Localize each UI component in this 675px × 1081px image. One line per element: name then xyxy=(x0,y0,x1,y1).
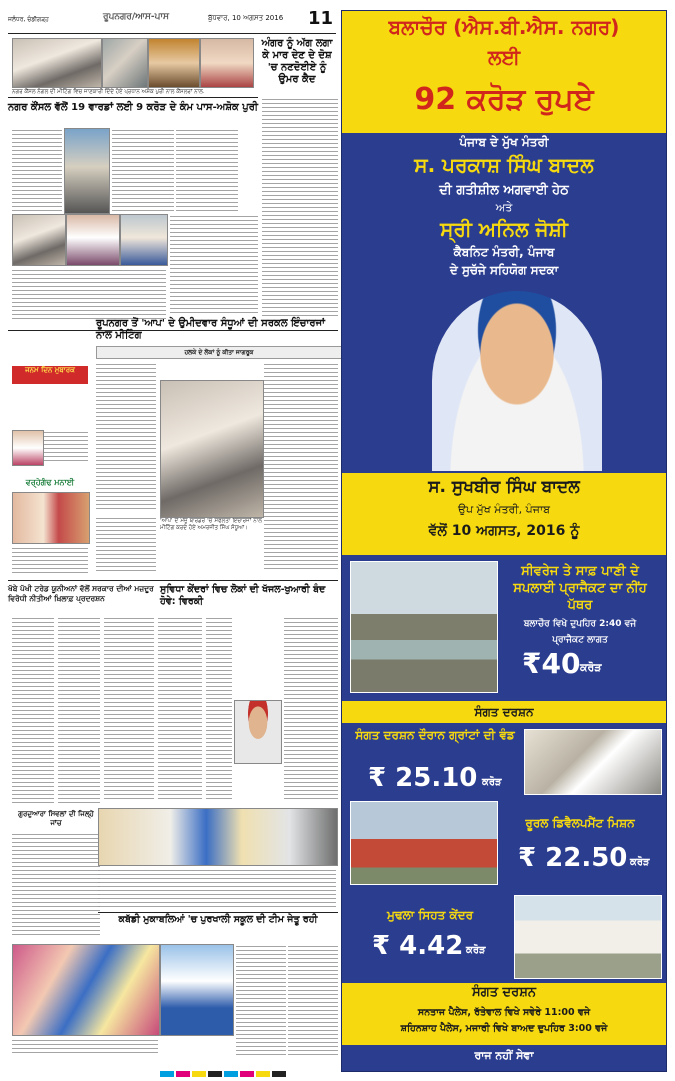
color-strip xyxy=(160,1062,340,1070)
photo-caption: ਨਗਰ ਕੌਂਸਲ ਨੰਗਲ ਦੀ ਮੀਟਿੰਗ ਵਿਚ ਜਾਣਕਾਰੀ ਦਿੰਦੇ ਹੋਏ ਪ੍ਰਧਾਨ ਅਸ਼ੋਕ ਪੁਰੀ ਨਾਲ ਕੌਂਸਲਰਾਂ ਨਾਲ. xyxy=(12,89,205,95)
headline: ਕਬੱਡੀ ਮੁਕਾਬਲਿਆਂ 'ਚ ਪੁਰਖਾਲੀ ਸਕੂਲ ਦੀ ਟੀਮ ਜੇਤੂ ਰਹੀ xyxy=(118,914,318,925)
photo xyxy=(64,128,110,214)
section-name: ਰੂਪਨਗਰ/ਆਸ-ਪਾਸ xyxy=(103,12,170,22)
aap-meeting-photo xyxy=(160,380,264,518)
ad-title-line2: ਲਈ xyxy=(487,45,521,69)
headline: ਖੱਬੇ ਪੱਖੀ ਟਰੇਡ ਯੂਨੀਅਨਾਂ ਵੱਲੋਂ ਸਰਕਾਰ ਦੀਆਂ ਮਜ਼ਦੂਰ ਵਿਰੋਧੀ ਨੀਤੀਆਂ ਖ਼ਿਲਾਫ਼ ਪ੍ਰਦਰਸ਼ਨ xyxy=(8,584,154,603)
grants-label: ਸੰਗਤ ਦਰਸ਼ਨ ਦੌਰਾਨ ਗ੍ਰਾਂਟਾਂ ਦੀ ਵੰਡ xyxy=(355,728,515,742)
article-text xyxy=(12,128,62,212)
protest-photo xyxy=(98,808,338,866)
article-text xyxy=(206,616,232,802)
article-text xyxy=(58,616,100,806)
photo xyxy=(200,38,254,88)
article-text xyxy=(96,516,156,572)
headline: ਸੁਵਿਧਾ ਕੇਂਦਰਾਂ ਵਿਚ ਲੋਕਾਂ ਦੀ ਖੱਜਲ-ਖੁਆਰੀ ਬੰਦ ਹੋਵੇ: ਵਿਰਕੀ xyxy=(160,584,326,607)
crore-unit: ਕਰੋੜ xyxy=(482,777,502,788)
sangat-title: ਸੰਗਤ ਦਰਸ਼ਨ xyxy=(471,985,536,1000)
headline: ਅੰਗਰ ਨੂੰ ਅੱਗ ਲਗਾ ਕੇ ਮਾਰ ਦੇਣ ਦੇ ਦੋਸ਼ 'ਚ ਨਣਦੋਈਏ ਨੂੰ ਉਮਰ ਕੈਦ xyxy=(261,38,333,85)
lead-headline: ਨਗਰ ਕੌਂਸਲ ਵੱਲੋਂ 19 ਵਾਰਡਾਂ ਲਈ 9 ਕਰੋੜ ਦੇ ਕੰਮ ਪਾਸ-ਅਸ਼ੋਕ ਪੁਰੀ xyxy=(8,102,258,113)
cm-lead: ਦੀ ਗਤੀਸ਼ੀਲ ਅਗਵਾਈ ਹੇਠ xyxy=(439,183,569,198)
article-text xyxy=(176,128,238,212)
venue-1: ਸਨਤਾਜ ਪੈਲੇਸ, ਰੱਤੇਵਾਲ ਵਿਖੇ ਸਵੇਰੇ 11:00 ਵਜੇ xyxy=(417,1007,591,1018)
birthday-banner: ਜਨਮ ਦਿਨ ਮੁਬਾਰਕ xyxy=(12,366,88,384)
photo xyxy=(120,214,168,266)
project-cost: ₹40 xyxy=(522,647,581,680)
article-text xyxy=(284,616,338,802)
headline: ਰੂਪਨਗਰ ਤੋਂ 'ਆਪ' ਦੇ ਉਮੀਦਵਾਰ ਸੰਧੂਆਂ ਦੀ ਸਰਕਲ ਇੰਚਾਰਜਾਂ ਨਾਲ ਮੀਟਿੰਗ xyxy=(96,318,325,341)
photo-caption xyxy=(98,868,336,908)
subheadline: ਹਲਕੇ ਦੇ ਲੋਕਾਂ ਨੂੰ ਕੀਤਾ ਜਾਗਰੂਕ xyxy=(96,346,342,359)
anniversary-title: ਵਰ੍ਹੇਗੰਢ ਮਨਾਈ xyxy=(25,478,75,487)
couple-photo xyxy=(12,492,90,544)
crore-unit: ਕਰੋੜ xyxy=(630,857,650,868)
minister-line: ਦੇ ਸੁਚੱਜੇ ਸਹਿਯੋਗ ਸਦਕਾ xyxy=(449,263,559,277)
masthead xyxy=(8,10,336,34)
article-text xyxy=(264,362,338,570)
sukhbir-badal-portrait xyxy=(432,291,602,471)
cm-intro: ਪੰਜਾਬ ਦੇ ਮੁੱਖ ਮੰਤਰੀ xyxy=(459,135,549,149)
divider xyxy=(98,912,338,913)
rural-amount: ₹ 22.50 xyxy=(518,843,628,873)
headline: ਗੁਰਦੁਆਰਾ ਸਿਵਲਾਂ ਦੀ ਜਿਲ੍ਹੇ ਜਾਂਚ xyxy=(18,810,94,827)
divider xyxy=(8,97,258,98)
ad-footer-slogan: ਰਾਜ ਨਹੀਂ ਸੇਵਾ xyxy=(474,1049,534,1062)
photo xyxy=(148,38,200,88)
portrait-photo xyxy=(234,700,282,764)
venue-2: ਸ਼ਹਿਨਸ਼ਾਹ ਪੈਲੇਸ, ਮਜਾਰੀ ਵਿਖੇ ਬਾਅਦ ਦੁਪਹਿਰ 3:00 ਵਜੇ xyxy=(400,1023,608,1034)
dcm-role: ਉਪ ਮੁੱਖ ਮੰਤਰੀ, ਪੰਜਾਬ xyxy=(458,503,550,516)
article-text xyxy=(104,616,154,802)
article-text xyxy=(288,944,338,1056)
health-amount: ₹ 4.42 xyxy=(372,931,464,961)
wish-text xyxy=(12,546,88,574)
sangat-darshan-schedule xyxy=(342,983,666,1045)
photo-caption xyxy=(12,1038,158,1056)
project-title: ਸੀਵਰੇਜ ਤੇ ਸਾਫ਼ ਪਾਣੀ ਦੇ ਸਪਲਾਈ ਪ੍ਰਾਜੈਕਟ ਦਾ ਨੀਂਹ ਪੱਥਰ xyxy=(513,564,647,613)
dcm-box xyxy=(342,473,666,555)
grants-amount: ₹ 25.10 xyxy=(368,763,478,793)
photo xyxy=(102,38,148,88)
ad-title-amount: 92 ਕਰੋੜ ਰੁਪਏ xyxy=(414,82,594,117)
article-text xyxy=(236,944,286,1056)
sangat-photo xyxy=(524,729,662,795)
child-photo xyxy=(12,430,44,466)
photo-caption: 'ਆਪ' ਦੇ ਮੌਜੂ ਬਾਰਡਰ 'ਚ ਸਫਲਤਾ ਇੰਚਾਰਜਾਂ ਨਾਲ ਮੀਟਿੰਗ ਕਰਦੇ ਹੋਏ ਅਮਰਜੀਤ ਸਿੰਘ ਸੰਧੂਆਂ। xyxy=(160,518,262,531)
government-advertisement xyxy=(341,10,667,1072)
article-text xyxy=(112,128,174,212)
rural-label: ਰੂਰਲ ਡਿਵੈਲਪਮੈਂਟ ਮਿਸ਼ਨ xyxy=(525,816,635,830)
divider xyxy=(8,33,336,34)
team-photo xyxy=(12,944,160,1036)
sewerage-photo xyxy=(350,561,498,693)
sangat-darshan-banner: ਸੰਗਤ ਦਰਸ਼ਨ xyxy=(342,701,666,723)
project-cost-label: ਪ੍ਰਾਜੈਕਟ ਲਾਗਤ xyxy=(552,635,608,645)
issue-date: ਬੁੱਧਵਾਰ, 10 ਅਗਸਤ 2016 xyxy=(208,14,284,22)
kabaddi-photo xyxy=(160,944,234,1036)
council-photo xyxy=(12,38,102,88)
wish-text xyxy=(44,430,88,464)
article-text xyxy=(158,616,202,802)
and-text: ਅਤੇ xyxy=(495,201,513,214)
article-text xyxy=(262,97,338,319)
dcm-date: ਵੱਲੋਂ 10 ਅਗਸਤ, 2016 ਨੂੰ xyxy=(428,523,580,539)
building-photo xyxy=(350,801,498,885)
article-text xyxy=(170,214,258,314)
health-centre-photo xyxy=(514,895,662,979)
ad-title-line1: ਬਲਾਚੌਰ (ਐਸ.ਬੀ.ਐਸ. ਨਗਰ) xyxy=(388,15,620,39)
project-time: ਬਲਾਚੌਰ ਵਿਖੇ ਦੁਪਹਿਰ 2:40 ਵਜੇ xyxy=(523,619,637,629)
minister-name: ਸ੍ਰੀ ਅਨਿਲ ਜੋਸ਼ੀ xyxy=(440,217,568,241)
edition: ਜਲੰਧਰ, ਚੰਡੀਗੜ੍ਹ xyxy=(8,16,49,23)
ad-header xyxy=(342,11,666,133)
photo xyxy=(12,214,66,266)
cm-name: ਸ. ਪਰਕਾਸ਼ ਸਿੰਘ ਬਾਦਲ xyxy=(414,153,594,177)
minister-role: ਕੈਬਨਿਟ ਮੰਤਰੀ, ਪੰਜਾਬ xyxy=(453,245,555,259)
article-text xyxy=(12,268,166,322)
crore-unit: ਕਰੋੜ xyxy=(580,661,602,674)
article-text xyxy=(12,832,100,938)
photo xyxy=(66,214,120,266)
crore-unit: ਕਰੋੜ xyxy=(466,945,486,956)
health-label: ਮੁਢਲਾ ਸਿਹਤ ਕੇਂਦਰ xyxy=(386,908,474,922)
article-text xyxy=(96,362,156,512)
dcm-name: ਸ. ਸੁਖਬੀਰ ਸਿੰਘ ਬਾਦਲ xyxy=(428,477,580,497)
page-number: 11 xyxy=(308,8,334,29)
article-text xyxy=(12,616,54,806)
divider xyxy=(8,580,338,581)
